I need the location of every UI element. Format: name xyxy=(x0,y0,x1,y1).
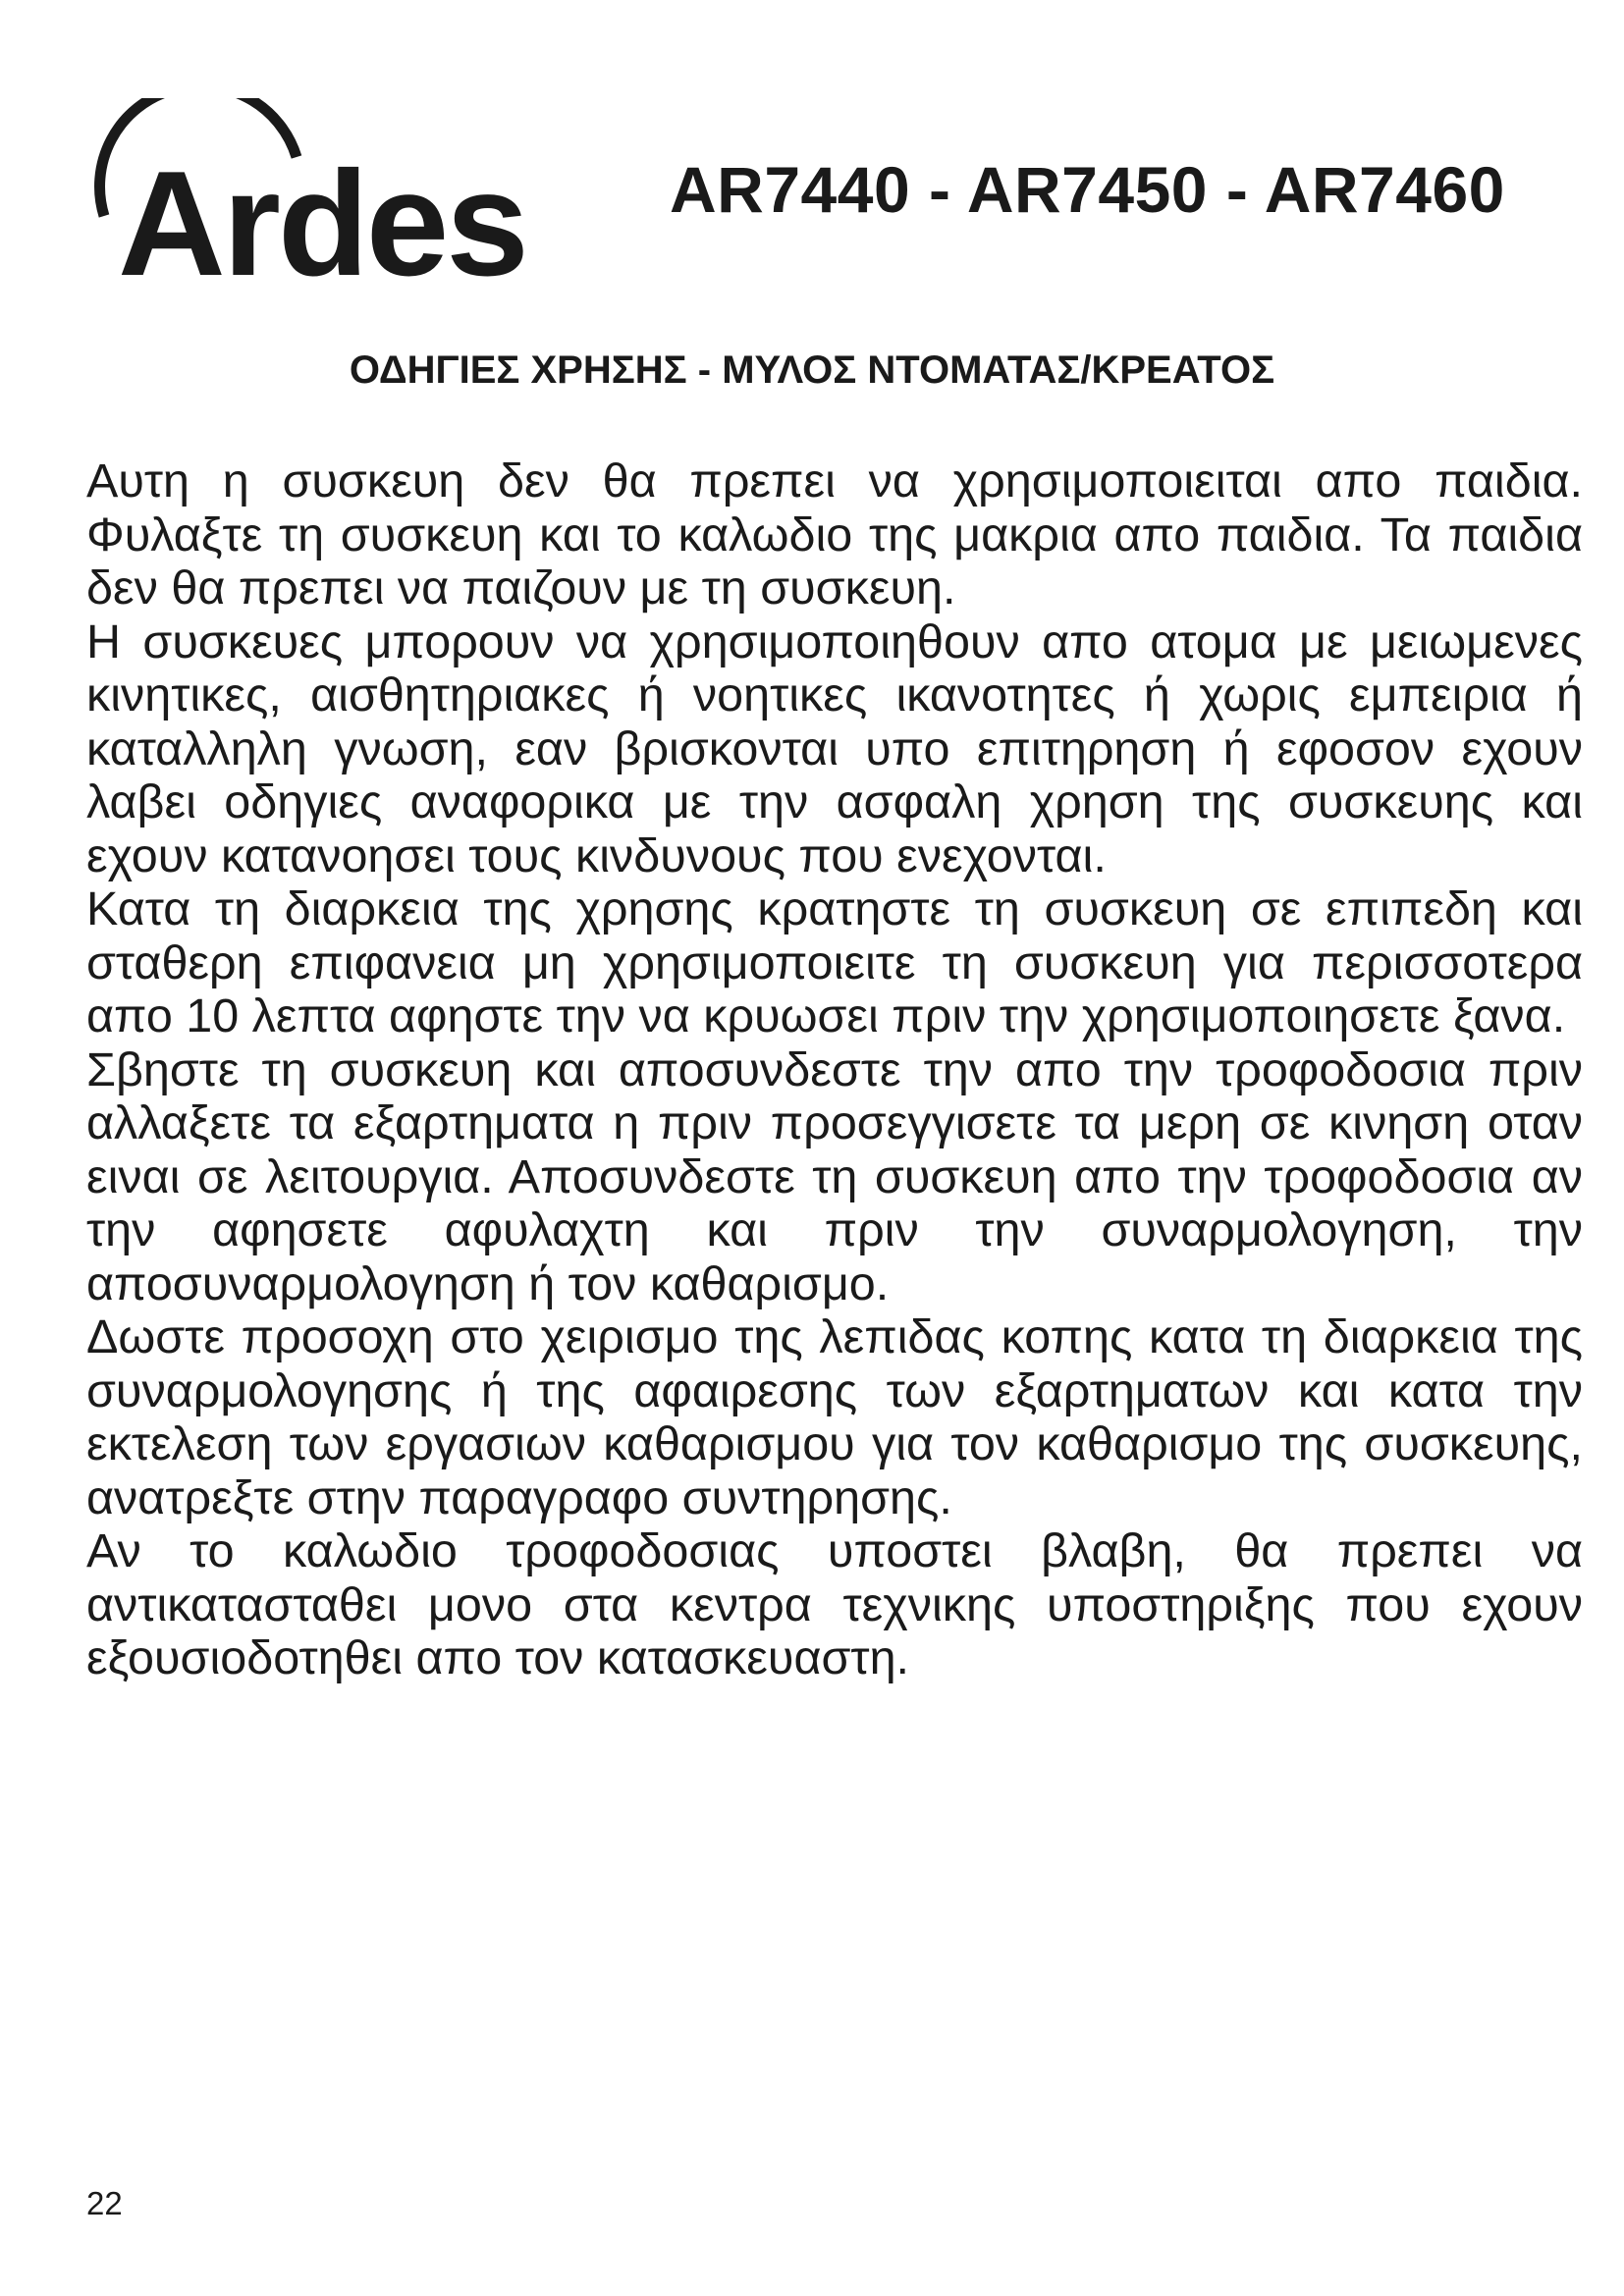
brand-logo-text: Ardes xyxy=(118,140,526,307)
paragraph-blade-handling: Δωστε προσοχη στο χειρισμο της λεπιδας κοπης κατα τη διαρκεια της συναρμολογησης ή της αφαιρεσης των εξαρτηματων και κατα την εκτελεση των εργασιων καθαρισμου για τον καθαρισμο της συσκευης, ανατρεξτε στην παραγραφο συντηρησης. xyxy=(86,1310,1583,1524)
paragraph-usage-duration: Κατα τη διαρκεια της χρησης κρατηστε τη συσκευη σε επιπεδη και σταθερη επιφανεια μη χρησιμοποιειτε τη συσκευη για περισσοτερα απο 10 λεπτα αφηστε την να κρυωσει πριν την χρησιμοποιησετε ξανα. xyxy=(86,882,1583,1042)
paragraph-damaged-cable: Αν το καλωδιο τροφοδοσιας υποστει βλαβη, θα πρεπει να αντικατασταθει μονο στα κεντρα τεχνικης υποστηριξης που εχουν εξουσιοδοτηθει απο τον κατασκευαστη. xyxy=(86,1524,1583,1684)
instructions-body xyxy=(86,454,1583,1685)
paragraph-children-warning: Αυτη η συσκευη δεν θα πρεπει να χρησιμοποιειται απο παιδια. Φυλαξτε τη συσκευη και το καλωδιο της μακρια απο παιδια. Τα παιδια δεν θα πρεπει να παιζουν με τη συσκευη. xyxy=(86,454,1583,614)
paragraph-reduced-capabilities: Η συσκευες μπορουν να χρησιμοποιηθουν απο ατομα με μειωμενες κινητικες, αισθητηριακες ή νοητικες ικανοτητες ή χωρις εμπειρια ή καταλληλη γνωση, εαν βρισκονται υπο επιτηρηση ή εφοσον εχουν λαβει οδηγιες αναφορικα με την ασφαλη χρηση της συσκευης και εχουν κατανοησει τους κινδυνους που ενεχονται. xyxy=(86,614,1583,882)
model-numbers: AR7440 - AR7450 - AR7460 xyxy=(670,153,1505,226)
paragraph-disconnect-power: Σβηστε τη συσκευη και αποσυνδεστε την απο την τροφοδοσια πριν αλλαξετε τα εξαρτηματα η πριν προσεγγισετε τα μερη σε κινηση οταν ειναι σε λειτουργια. Αποσυνδεστε τη συσκευη απο την τροφοδοσια αν την αφησετε αφυλαχτη και πριν την συναρμολογηση, την αποσυναρμολογηση ή τον καθαρισμο. xyxy=(86,1042,1583,1310)
page-number: 22 xyxy=(86,2185,123,2221)
brand-logo xyxy=(86,98,577,307)
page-title: ΟΔΗΓΙΕΣ ΧΡΗΣΗΣ - ΜΥΛΟΣ ΝΤΟΜΑΤΑΣ/ΚΡΕΑΤΟΣ xyxy=(349,348,1275,392)
